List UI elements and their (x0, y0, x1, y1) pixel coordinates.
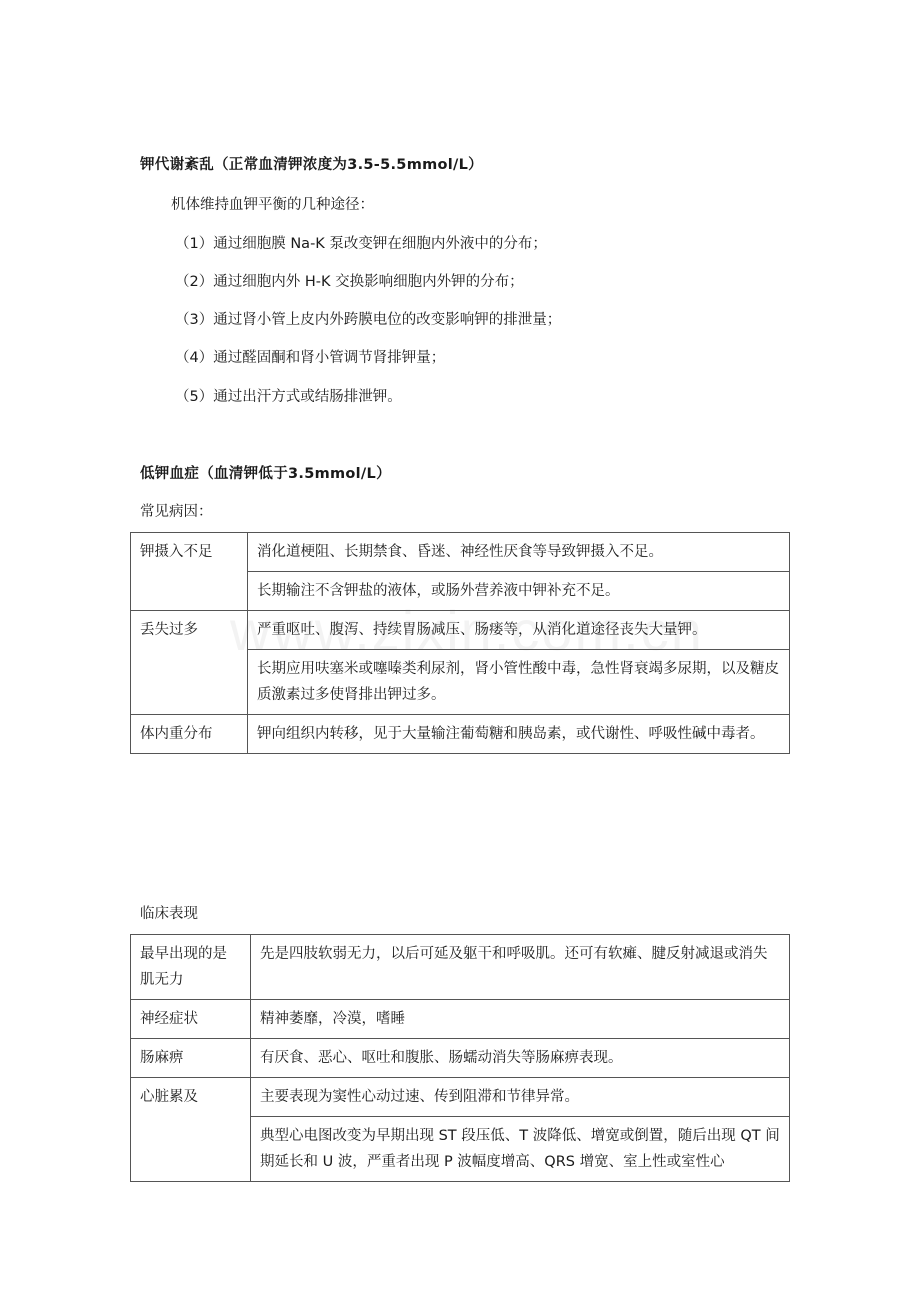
section-heading-hypokalemia: 低钾血症（血清钾低于3.5mmol/L） (140, 466, 391, 482)
table-cell-category: 心脏累及 (131, 1078, 251, 1182)
table-row (131, 1078, 790, 1117)
table-cell-detail: 长期应用呋塞米或噻嗪类利尿剂，肾小管性酸中毒，急性肾衰竭多尿期，以及糖皮质激素过多使肾排出钾过多。 (248, 650, 790, 715)
table-cell-detail: 消化道梗阻、长期禁食、昏迷、神经性厌食等导致钾摄入不足。 (248, 533, 790, 572)
table-cell-detail: 长期输注不含钾盐的液体，或肠外营养液中钾补充不足。 (248, 572, 790, 611)
causes-label: 常见病因： (140, 504, 213, 520)
table-cell-detail: 精神萎靡，冷漠，嗜睡 (251, 1000, 790, 1039)
intro-text: 机体维持血钾平衡的几种途径： (171, 197, 374, 213)
list-item: （3）通过肾小管上皮内外跨膜电位的改变影响钾的排泄量； (175, 312, 562, 328)
table-cell-category: 肠麻痹 (131, 1039, 251, 1078)
table-row (131, 1000, 790, 1039)
table-cell-category: 钾摄入不足 (131, 533, 248, 611)
list-item: （2）通过细胞内外 H-K 交换影响细胞内外钾的分布； (175, 274, 524, 290)
table-cell-detail: 先是四肢软弱无力，以后可延及躯干和呼吸肌。还可有软瘫、腱反射减退或消失 (251, 935, 790, 1000)
clinical-table (130, 934, 790, 1182)
table-cell-category: 体内重分布 (131, 715, 248, 754)
table-cell-category: 最早出现的是肌无力 (131, 935, 251, 1000)
list-item: （1）通过细胞膜 Na-K 泵改变钾在细胞内外液中的分布； (175, 236, 547, 252)
clinical-label: 临床表现 (140, 906, 198, 922)
table-cell-detail: 钾向组织内转移，见于大量输注葡萄糖和胰岛素，或代谢性、呼吸性碱中毒者。 (248, 715, 790, 754)
table-cell-category: 丢失过多 (131, 611, 248, 715)
table-row (131, 533, 790, 572)
table-cell-detail: 严重呕吐、腹泻、持续胃肠减压、肠瘘等，从消化道途径丧失大量钾。 (248, 611, 790, 650)
table-cell-detail: 典型心电图改变为早期出现 ST 段压低、T 波降低、增宽或倒置，随后出现 QT 间期延长和 U 波，严重者出现 P 波幅度增高、QRS 增宽、室上性或室性心 (251, 1117, 790, 1182)
list-item: （5）通过出汗方式或结肠排泄钾。 (175, 389, 402, 405)
table-cell-detail: 有厌食、恶心、呕吐和腹胀、肠蠕动消失等肠麻痹表现。 (251, 1039, 790, 1078)
table-row (131, 1039, 790, 1078)
causes-table (130, 532, 790, 754)
table-row (131, 611, 790, 650)
table-row (131, 935, 790, 1000)
table-cell-detail: 主要表现为窦性心动过速、传到阻滞和节律异常。 (251, 1078, 790, 1117)
list-item: （4）通过醛固酮和肾小管调节肾排钾量； (175, 350, 446, 366)
section-heading-potassium-disorder: 钾代谢紊乱（正常血清钾浓度为3.5-5.5mmol/L） (140, 157, 483, 173)
table-row (131, 715, 790, 754)
table-cell-category: 神经症状 (131, 1000, 251, 1039)
